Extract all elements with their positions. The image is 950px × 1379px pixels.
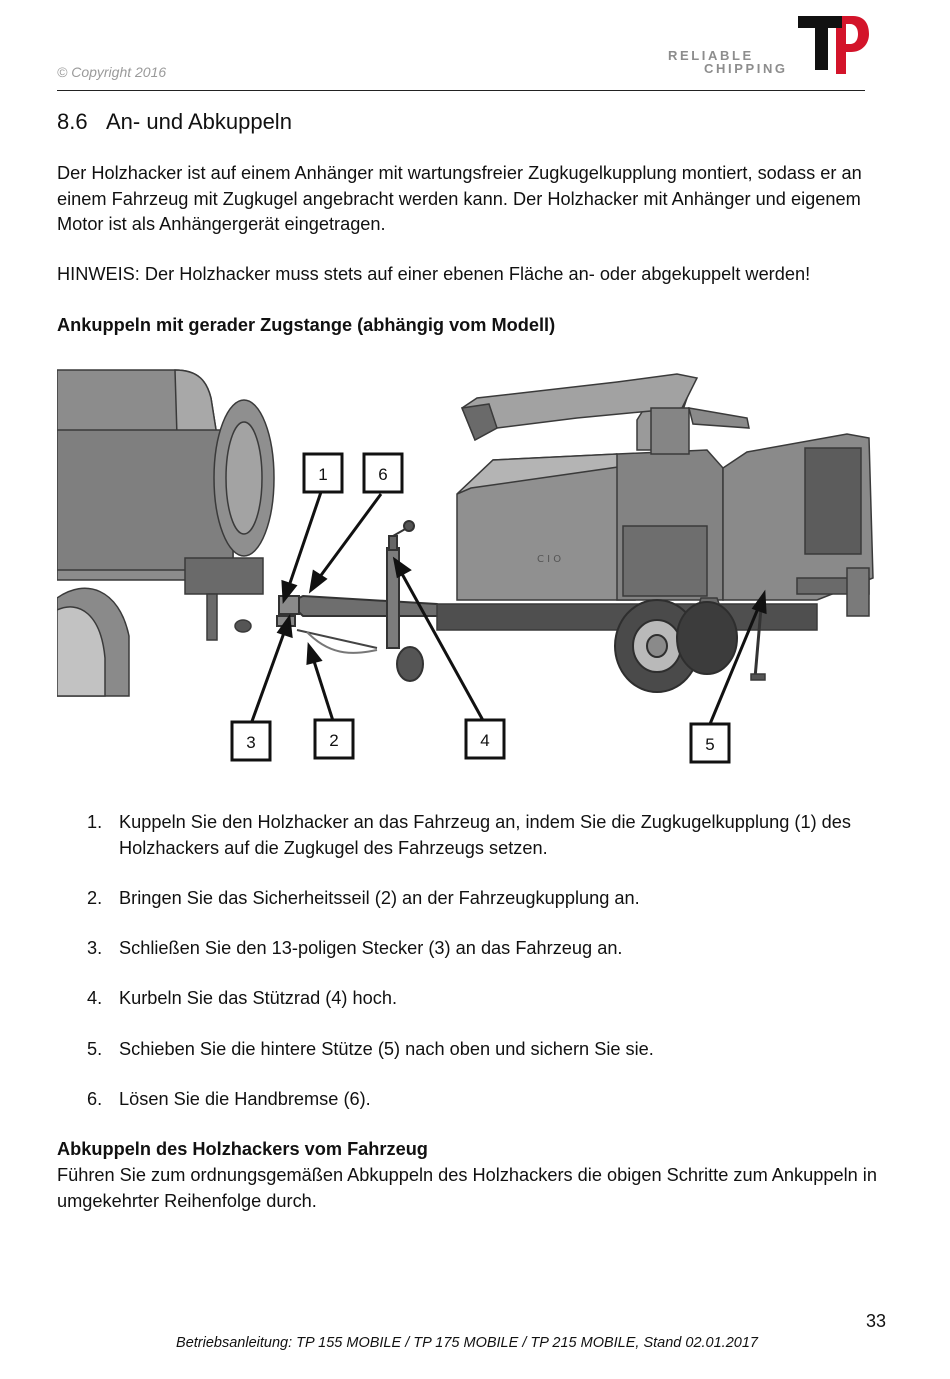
header-divider bbox=[57, 90, 865, 91]
step-text: Schließen Sie den 13-poligen Stecker (3) an das Fahrzeug an. bbox=[119, 938, 623, 959]
section-heading bbox=[57, 109, 292, 135]
trailer-wheels bbox=[615, 600, 737, 692]
step-number: 1. bbox=[87, 812, 103, 832]
machine-badge: C I O bbox=[537, 554, 562, 565]
decoupling-heading: Abkuppeln des Holzhackers vom Fahrzeug bbox=[57, 1139, 428, 1159]
step-item bbox=[57, 986, 893, 1012]
callout-number-3: 3 bbox=[246, 733, 256, 752]
step-item bbox=[57, 1087, 893, 1113]
brand-tagline-line2: CHIPPING bbox=[704, 61, 788, 76]
callout-label-3 bbox=[232, 722, 270, 760]
page-number: 33 bbox=[866, 1311, 887, 1331]
callout-label-6 bbox=[364, 454, 402, 492]
step-text: Kurbeln Sie das Stützrad (4) hoch. bbox=[119, 988, 398, 1009]
step-text: Lösen Sie die Handbremse (6). bbox=[119, 1088, 371, 1109]
callout-label-4 bbox=[466, 720, 504, 758]
coupling-diagram bbox=[57, 368, 883, 778]
step-text: Bringen Sie das Sicherheitsseil (2) an der Fahrzeugkupplung an. bbox=[119, 887, 640, 908]
copyright-notice: © Copyright 2016 bbox=[57, 64, 167, 80]
coupling-steps-list bbox=[57, 810, 893, 1137]
step-item bbox=[57, 1037, 893, 1063]
callout-number-4: 4 bbox=[480, 731, 490, 750]
callout-label-2 bbox=[315, 720, 353, 758]
step-item bbox=[57, 810, 893, 861]
callout-label-1 bbox=[304, 454, 342, 492]
step-number: 6. bbox=[87, 1088, 103, 1109]
intro-paragraph: Der Holzhacker ist auf einem Anhänger mit wartungsfreier Zugkugelkupplung montiert, sodass er an einem Fahrzeug mit Zugkugel angebracht werden kann. Der Holzhacker mit Anhänger und eigenem Motor ist als Anhängergerät eingetragen. bbox=[57, 163, 862, 234]
section-number: 8.6 bbox=[57, 109, 88, 134]
tp-logo bbox=[796, 12, 870, 76]
step-text: Schieben Sie die hintere Stütze (5) nach oben und sichern Sie sie. bbox=[119, 1038, 654, 1059]
callout-number-6: 6 bbox=[378, 465, 388, 484]
footer-text: Betriebsanleitung: TP 155 MOBILE / TP 175 MOBILE / TP 215 MOBILE, Stand 02.01.2017 bbox=[176, 1335, 758, 1351]
step-number: 5. bbox=[87, 1038, 103, 1059]
step-text: Kuppeln Sie den Holzhacker an das Fahrzeug an, indem Sie die Zugkugelkupplung (1) des Holzhackers auf die Zugkugel des Fahrzeugs setzen. bbox=[119, 812, 852, 858]
section-title: An- und Abkuppeln bbox=[106, 109, 292, 134]
step-item bbox=[57, 936, 893, 962]
safety-note: HINWEIS: Der Holzhacker muss stets auf einer ebenen Fläche an- oder abgekuppelt werden! bbox=[57, 264, 811, 284]
towing-vehicle bbox=[57, 370, 274, 696]
decoupling-paragraph: Führen Sie zum ordnungsgemäßen Abkuppeln des Holzhackers die obigen Schritte zum Ankuppeln in umgekehrter Reihenfolge durch. bbox=[57, 1165, 877, 1211]
coupling-heading: Ankuppeln mit gerader Zugstange (abhängig vom Modell) bbox=[57, 315, 556, 335]
step-number: 2. bbox=[87, 887, 103, 908]
callout-number-1: 1 bbox=[318, 465, 328, 484]
brand-tagline-line1: RELIABLE bbox=[668, 48, 754, 63]
callout-number-2: 2 bbox=[329, 731, 339, 750]
step-item bbox=[57, 886, 893, 912]
step-number: 4. bbox=[87, 988, 103, 1009]
step-number: 3. bbox=[87, 938, 103, 959]
callout-label-5 bbox=[691, 724, 729, 762]
callout-number-5: 5 bbox=[705, 735, 715, 754]
